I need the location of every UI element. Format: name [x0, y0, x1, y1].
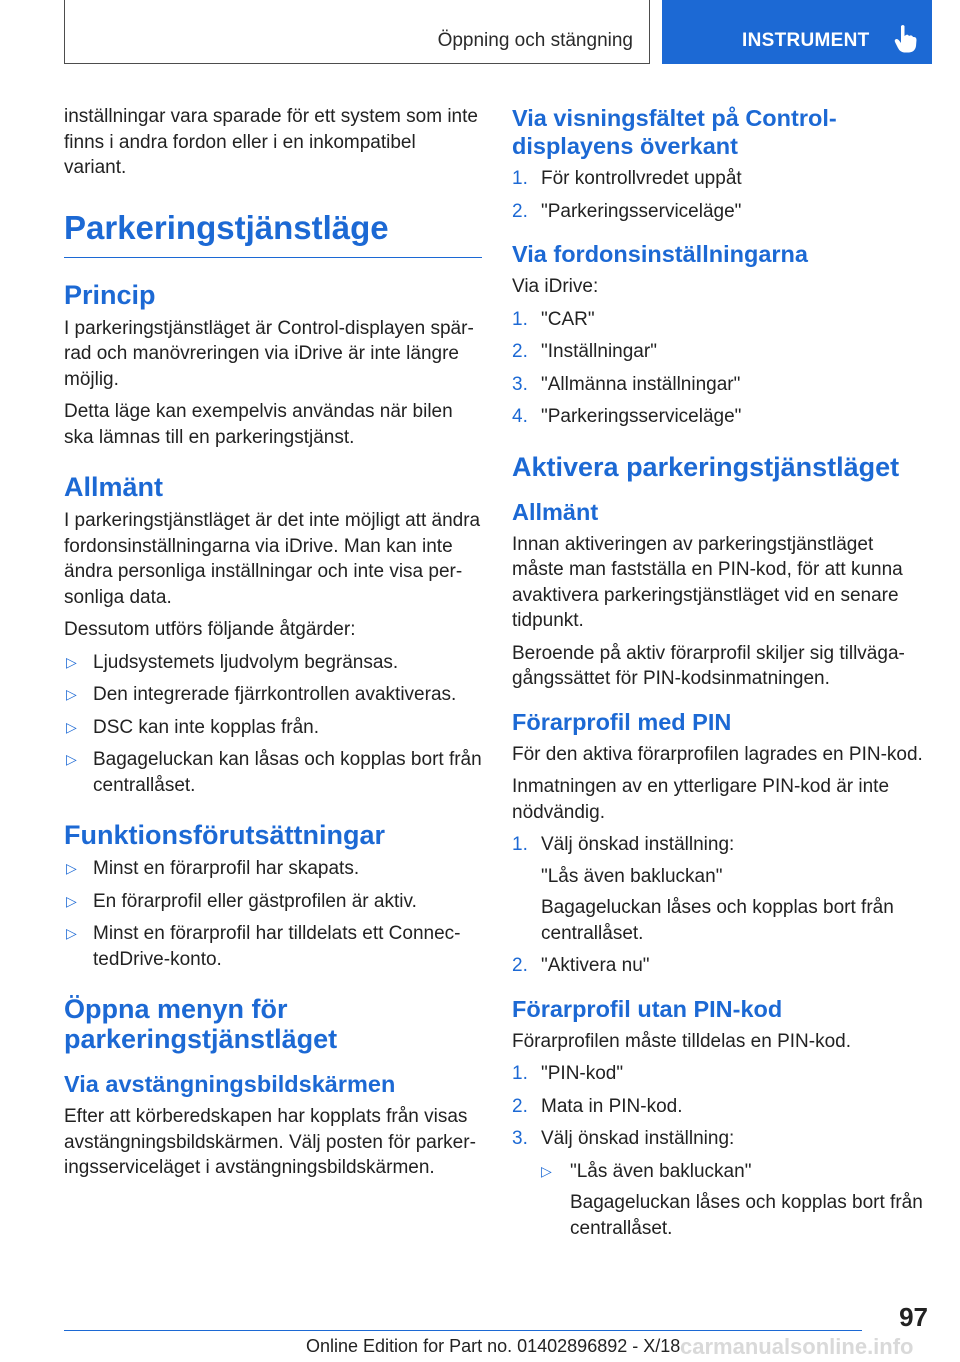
principle-paragraph-1: I parkeringstjänstläget är Control-displayen spärrad och manövreringen via iDrive är inte längre möjlig. — [64, 317, 474, 390]
activate-paragraph-2: Beroende på aktiv förarprofil skiljer sig tillvägagångssättet för PIN-kodsinmatningen. — [512, 642, 905, 689]
list-item: 1. Välj önskad inställning: "Lås även bakluckan" Bagageluckan låses och kopplas bort från centrallåset. — [512, 832, 930, 946]
with-pin-steps — [512, 832, 930, 979]
via-settings-steps — [512, 307, 930, 430]
list-item: 2. "Aktivera nu" — [512, 955, 650, 976]
watermark-text: carmanualsonline.info — [680, 1334, 914, 1359]
list-item: ▷ Bagageluckan kan låsas och kopplas bort från centrallåset. — [66, 749, 482, 796]
triangle-bullet-icon: ▷ — [66, 751, 77, 767]
step-sub-text: Bagageluckan låses och kopplas bort från centrallåset. — [570, 1192, 923, 1239]
without-pin-paragraph: Förarprofilen måste tilldelas en PIN-kod. — [512, 1030, 851, 1052]
chapter-tab — [662, 0, 932, 64]
triangle-bullet-icon: ▷ — [541, 1162, 552, 1179]
without-pin-steps — [512, 1061, 930, 1241]
step-sub-text: Bagageluckan låses och kopplas bort från centrallåset. — [541, 897, 894, 944]
chapter-title: INSTRUMENT — [742, 30, 870, 51]
pointing-hand-icon — [894, 24, 918, 54]
via-display-heading: Via visningsfältet på Control-displayens överkant — [512, 105, 837, 159]
step-sub-text: "Lås även bakluckan" — [541, 865, 723, 887]
list-item: 4. "Parkeringsserviceläge" — [512, 406, 742, 427]
actions-list — [64, 650, 482, 799]
list-item: 3. Välj önskad inställning: ▷ "Lås även bakluckan" Bagageluckan låses och kopplas bort från centrallåset. — [512, 1126, 930, 1241]
triangle-bullet-icon: ▷ — [66, 860, 77, 876]
list-item: 1. "PIN-kod" — [512, 1063, 624, 1084]
general-heading: Allmänt — [64, 472, 164, 502]
list-item: ▷ En förarprofil eller gästprofilen är aktiv. — [64, 889, 482, 915]
general-paragraph-1: I parkeringstjänstläget är det inte möjligt att ändra fordonsinställningarna via iDrive. Man kan inte ändra personliga inställningar och inte visa personliga data. — [64, 510, 481, 608]
list-item: 2. "Parkeringsserviceläge" — [512, 200, 742, 222]
section-title: Öppning och stängning — [437, 30, 633, 51]
via-display-steps — [512, 166, 930, 224]
list-item: ▷ DSC kan inte kopplas från. — [64, 715, 482, 741]
right-column — [512, 104, 930, 1248]
intro-paragraph: inställningar vara sparade för ett system som inte finns i andra fordon eller i en inkompatibel variant. — [64, 106, 478, 178]
list-item: 1. För kontrollvredet uppåt — [512, 168, 742, 189]
requirements-list — [64, 856, 482, 972]
list-item: ▷ Ljudsystemets ljudvolym begränsas. — [64, 650, 482, 676]
list-item: 2. "Inställningar" — [512, 341, 657, 362]
with-pin-paragraph-1: För den aktiva förarprofilen lagrades en PIN-kod. — [512, 743, 923, 765]
triangle-bullet-icon: ▷ — [66, 653, 77, 670]
page-title: Parkeringstjänstläge — [64, 209, 482, 258]
nested-list — [541, 1159, 930, 1242]
with-pin-heading: Förarprofil med PIN — [512, 708, 732, 735]
edition-text: Online Edition for Part no. 01402896892 - X/18 — [306, 1336, 681, 1356]
activate-paragraph-1: Innan aktiveringen av parkeringstjänstläget måste man fastställa en PIN-kod, för att kunna avaktivera parkeringstjänstläget vid en senare tidpunkt. — [512, 533, 903, 631]
requirements-heading: Funktionsförutsättningar — [64, 820, 385, 850]
activate-heading: Aktivera parkeringstjänstläget — [512, 451, 900, 482]
general-paragraph-2: Dessutom utförs följande åtgärder: — [64, 619, 356, 640]
page-number: 97 — [899, 1302, 928, 1332]
via-settings-paragraph: Via iDrive: — [512, 276, 599, 297]
triangle-bullet-icon: ▷ — [66, 686, 77, 702]
shutdown-screen-paragraph: Efter att körberedskapen har kopplats från visas avstängningsbildskärmen. Välj posten för parkeringsserviceläget i avstängningsbildskärmen. — [64, 1106, 476, 1178]
list-item: ▷ Den integrerade fjärrkontrollen avaktiveras. — [64, 682, 482, 708]
footer-rule — [64, 1330, 862, 1331]
triangle-bullet-icon: ▷ — [66, 925, 77, 941]
list-item: ▷ Minst en förarprofil har tilldelats ett ConnectedDrive-konto. — [66, 923, 461, 970]
page-header — [64, 0, 932, 64]
list-item: 2. Mata in PIN-kod. — [512, 1095, 683, 1117]
with-pin-paragraph-2: Inmatningen av en ytterligare PIN-kod är inte nödvändig. — [512, 776, 890, 823]
activate-general-heading: Allmänt — [512, 498, 599, 525]
list-item: 3. "Allmänna inställningar" — [512, 373, 741, 395]
without-pin-heading: Förarprofil utan PIN-kod — [512, 995, 783, 1022]
list-item: 1. "CAR" — [512, 308, 595, 330]
open-menu-heading: Öppna menyn för parkeringstjänstläget — [64, 994, 338, 1054]
section-tab — [64, 0, 650, 64]
principle-heading: Princip — [64, 279, 156, 310]
principle-paragraph-2: Detta läge kan exempelvis användas när bilen ska lämnas till en parkeringstjänst. — [64, 401, 453, 448]
list-item: ▷ Minst en förarprofil har skapats. — [64, 856, 482, 882]
list-item: ▷ "Lås även bakluckan" Bagageluckan låses och kopplas bort från centrallåset. — [541, 1159, 930, 1242]
triangle-bullet-icon: ▷ — [66, 718, 77, 735]
left-column — [64, 104, 482, 1188]
via-shutdown-screen-heading: Via avstängningsbildskärmen — [64, 1071, 396, 1097]
triangle-bullet-icon: ▷ — [66, 892, 77, 909]
via-settings-heading: Via fordonsinställningarna — [512, 241, 808, 267]
